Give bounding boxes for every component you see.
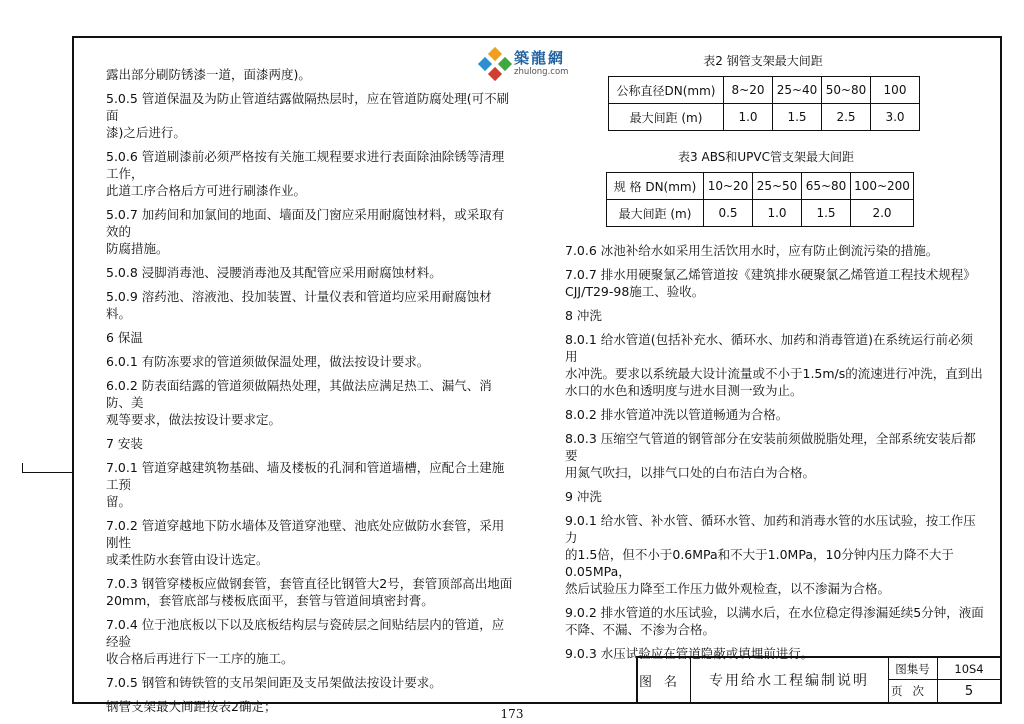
title-block-label: 图名	[638, 658, 691, 702]
section-heading: 6 保温	[106, 330, 143, 345]
atlas-number-value: 10S4	[938, 658, 1000, 680]
right-text-column	[565, 242, 985, 669]
section-heading: 8 冲洗	[565, 308, 602, 323]
table-cell: 1.0	[753, 200, 802, 227]
table-row	[609, 77, 920, 104]
title-block	[636, 656, 1000, 702]
table-cell: 公称直径DN(mm)	[609, 77, 724, 104]
paragraph: 9.0.1 给水管、补水管、循环水管、加药和消毒水管的水压试验，按工作压力 的1.5倍，但不小于0.6MPa和不大于1.0MPa，10分钟内压力降不大于0.05MPa， 然后试验压力降至工作压力做外观检查，以不渗漏为合格。	[565, 513, 976, 596]
logo-url: zhulong.com	[514, 67, 569, 78]
table2	[608, 76, 920, 131]
page-label: 页次	[888, 680, 938, 702]
table-cell: 25~40	[773, 77, 822, 104]
paragraph: 5.0.5 管道保温及为防止管道结露做隔热层时，应在管道防腐处理(可不刷面 漆)之后进行。	[106, 91, 510, 140]
paragraph: 5.0.8 浸脚消毒池、浸腰消毒池及其配管应采用耐腐蚀材料。	[106, 265, 442, 280]
paragraph: 露出部分刷防锈漆一道，面漆两度)。	[106, 67, 311, 82]
table-row	[609, 104, 920, 131]
section-heading: 9 冲洗	[565, 489, 602, 504]
table-cell: 65~80	[802, 173, 851, 200]
table-cell: 100	[871, 77, 920, 104]
paragraph: 8.0.3 压缩空气管道的钢管部分在安装前须做脱脂处理，全部系统安装后都要 用氮气吹扫，以排气口处的白布洁白为合格。	[565, 431, 976, 480]
table-cell: 1.0	[724, 104, 773, 131]
table-cell: 2.0	[851, 200, 914, 227]
table-cell: 1.5	[773, 104, 822, 131]
logo-name: 築龍網	[514, 49, 566, 68]
paragraph: 7.0.4 位于池底板以下以及底板结构层与瓷砖层之间贴结层内的管道，应经验 收合格后再进行下一工序的施工。	[106, 617, 505, 666]
paragraph: 7.0.3 钢管穿楼板应做钢套管，套管直径比钢管大2号，套管顶部高出地面 20mm，套管底部与楼板底面平，套管与管道间填密封膏。	[106, 576, 513, 608]
section-heading: 7 安装	[106, 436, 143, 451]
table-cell: 100~200	[851, 173, 914, 200]
paragraph: 7.0.6 冰池补给水如采用生活饮用水时，应有防止倒流污染的措施。	[565, 243, 939, 258]
paragraph: 5.0.9 溶药池、溶液池、投加装置、计量仪表和管道均应采用耐腐蚀材料。	[106, 289, 492, 321]
paragraph: 8.0.2 排水管道冲洗以管道畅通为合格。	[565, 407, 789, 422]
table-cell: 25~50	[753, 173, 802, 200]
paragraph: 7.0.7 排水用硬聚氯乙烯管道按《建筑排水硬聚氯乙烯管道工程技术规程》 CJJ/T29-98施工、验收。	[565, 267, 976, 299]
table2-caption: 表2 钢管支架最大间距	[703, 54, 823, 68]
table3-caption: 表3 ABS和UPVC管支架最大间距	[678, 150, 854, 164]
left-text-column	[106, 66, 516, 722]
table-cell: 最大间距 (m)	[609, 104, 724, 131]
table-cell: 1.5	[802, 200, 851, 227]
paragraph: 5.0.7 加药间和加氯间的地面、墙面及门窗应采用耐腐蚀材料，或采取有效的 防腐措施。	[106, 207, 505, 256]
paragraph: 7.0.1 管道穿越建筑物基础、墙及楼板的孔洞和管道墙槽，应配合土建施工预 留。	[106, 460, 505, 509]
table3	[606, 172, 914, 227]
paragraph: 6.0.1 有防冻要求的管道须做保温处理，做法按设计要求。	[106, 354, 430, 369]
binding-mark	[22, 472, 72, 473]
table-row	[607, 200, 914, 227]
paragraph: 8.0.1 给水管道(包括补充水、循环水、加药和消毒管道)在系统运行前必须用 水冲洗。要求以系统最大设计流量或不小于1.5m/s的流速进行冲洗，直到出 水口的水色和透明度与进水目测一致为止。	[565, 332, 983, 398]
table-cell: 50~80	[822, 77, 871, 104]
paragraph: 7.0.2 管道穿越地下防水墙体及管道穿池壁、池底处应做防水套管，采用刚性 或柔性防水套管由设计选定。	[106, 518, 505, 567]
paragraph: 7.0.5 钢管和铸铁管的支吊架间距及支吊架做法按设计要求。	[106, 675, 442, 690]
table-cell: 3.0	[871, 104, 920, 131]
table-cell: 10~20	[704, 173, 753, 200]
paragraph: 钢管支架最大间距按表2确定；	[106, 699, 277, 714]
page-value: 5	[964, 683, 974, 699]
table-cell: 2.5	[822, 104, 871, 131]
table-cell: 最大间距 (m)	[607, 200, 704, 227]
page-folio: 173	[500, 707, 524, 721]
paragraph: 9.0.2 排水管道的水压试验，以满水后，在水位稳定得渗漏延续5分钟，液面 不降、不漏、不渗为合格。	[565, 605, 984, 637]
paragraph: 6.0.2 防表面结露的管道须做隔热处理，其做法应满足热工、漏气、消防、美 观等要求，做法按设计要求定。	[106, 378, 492, 427]
table-row	[607, 173, 914, 200]
table-cell: 8~20	[724, 77, 773, 104]
drawing-title: 专用给水工程编制说明	[690, 658, 889, 702]
table-cell: 0.5	[704, 200, 753, 227]
paragraph: 9.0.3 水压试验应在管道隐蔽或填埋前进行。	[565, 646, 814, 661]
atlas-number-label: 图集号	[888, 658, 938, 680]
table-cell: 规 格 DN(mm)	[607, 173, 704, 200]
paragraph: 5.0.6 管道刷漆前必须严格按有关施工规程要求进行表面除油除锈等清理工作， 此道工序合格后方可进行刷漆作业。	[106, 149, 505, 198]
